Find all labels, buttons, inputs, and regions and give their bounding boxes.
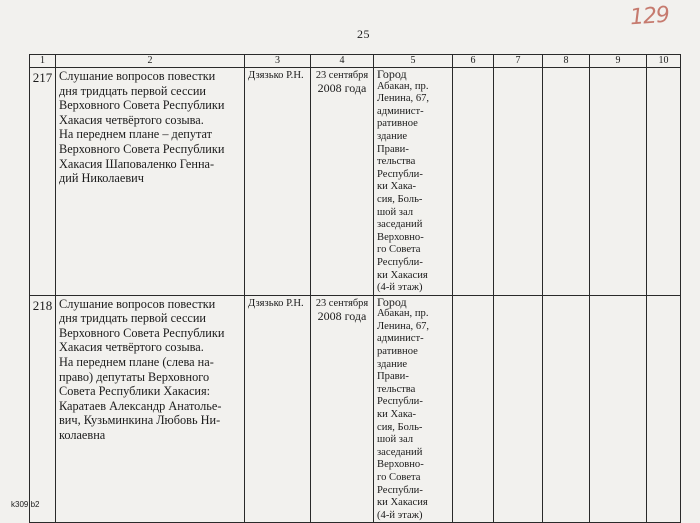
column-header: 8 bbox=[543, 55, 590, 68]
place-line: здание bbox=[377, 130, 408, 142]
record-author: Дзязько Р.Н. bbox=[245, 295, 311, 523]
column-header: 3 bbox=[245, 55, 311, 68]
place-line: Республи- bbox=[377, 168, 423, 180]
empty-cell bbox=[543, 68, 590, 296]
date-line: 23 сентября bbox=[315, 70, 369, 81]
place-line: админист- bbox=[377, 333, 424, 345]
description-line: Каратаев Александр Анатолье- bbox=[59, 398, 222, 413]
archive-number: 129 bbox=[629, 2, 670, 31]
place-line: Республи- bbox=[377, 396, 423, 408]
empty-cell bbox=[647, 68, 681, 296]
empty-cell bbox=[453, 295, 494, 523]
place-line: ки Хака- bbox=[377, 181, 417, 193]
date-line: 2008 года bbox=[317, 81, 367, 95]
place-line: здание bbox=[377, 358, 408, 370]
empty-cell bbox=[590, 68, 647, 296]
empty-cell bbox=[494, 68, 543, 296]
place-line: ки Хака- bbox=[377, 409, 417, 421]
column-header: 5 bbox=[374, 55, 453, 68]
description-line: Совета Республики Хакасия: bbox=[59, 384, 211, 399]
empty-cell bbox=[590, 295, 647, 523]
place-line: ративное bbox=[377, 118, 418, 130]
place-line: го Совета bbox=[377, 244, 421, 256]
record-number: 218 bbox=[30, 295, 56, 523]
footer-code: k309 b2 bbox=[11, 500, 40, 509]
place-line: ки Хакасия bbox=[377, 497, 428, 509]
place-line: тельства bbox=[377, 156, 416, 168]
description-line: Верховного Совета Республики bbox=[59, 141, 225, 156]
place-line: (4-й этаж) bbox=[377, 282, 423, 294]
page-number: 25 bbox=[357, 27, 370, 41]
empty-cell bbox=[494, 295, 543, 523]
date-line: 2008 года bbox=[317, 308, 367, 323]
place-line: Ленина, 67, bbox=[377, 320, 430, 332]
empty-cell bbox=[647, 295, 681, 523]
place-line: Верховно- bbox=[377, 459, 424, 471]
column-header: 4 bbox=[311, 55, 374, 68]
place-line: Верховно- bbox=[377, 231, 424, 243]
record-place bbox=[374, 68, 453, 296]
place-line: Абакан, пр. bbox=[377, 308, 429, 320]
place-line: заседаний bbox=[377, 219, 423, 231]
column-header: 1 bbox=[30, 55, 56, 68]
place-line: ки Хакасия bbox=[377, 269, 428, 281]
place-line: Прави- bbox=[377, 143, 409, 155]
description-line: право) депутаты Верховного bbox=[59, 369, 210, 384]
place-line: Город bbox=[377, 67, 407, 81]
record-date bbox=[311, 68, 374, 296]
register-table bbox=[29, 54, 681, 523]
place-line: тельства bbox=[377, 383, 416, 395]
empty-cell bbox=[543, 295, 590, 523]
description-line: На переднем плане – депутат bbox=[59, 127, 213, 142]
description-line: колаевна bbox=[59, 428, 106, 443]
empty-cell bbox=[453, 68, 494, 296]
place-line: админист- bbox=[377, 105, 424, 117]
place-line: Ленина, 67, bbox=[377, 93, 430, 105]
description-line: Слушание вопросов повестки bbox=[59, 296, 216, 311]
place-line: Прави- bbox=[377, 371, 409, 383]
description-line: Верховного Совета Республики bbox=[59, 98, 225, 113]
place-line: Абакан, пр. bbox=[377, 80, 429, 92]
place-line: заседаний bbox=[377, 446, 423, 458]
header-row bbox=[30, 55, 681, 68]
record-description bbox=[56, 295, 245, 523]
column-header: 9 bbox=[590, 55, 647, 68]
description-line: дня тридцать первой сессии bbox=[59, 83, 207, 98]
column-header: 7 bbox=[494, 55, 543, 68]
column-header: 6 bbox=[453, 55, 494, 68]
record-place bbox=[374, 295, 453, 523]
place-line: шой зал bbox=[377, 206, 414, 218]
place-line: сия, Боль- bbox=[377, 193, 423, 205]
description-line: дий Николаевич bbox=[59, 171, 144, 186]
place-line: шой зал bbox=[377, 434, 414, 446]
place-line: (4-й этаж) bbox=[377, 509, 423, 521]
column-header: 2 bbox=[56, 55, 245, 68]
column-header: 10 bbox=[647, 55, 681, 68]
table-row bbox=[30, 68, 681, 296]
description-line: Хакасия четвёртого созыва. bbox=[59, 112, 204, 127]
description-line: дня тридцать первой сессии bbox=[59, 311, 207, 326]
place-line: Республи- bbox=[377, 256, 423, 268]
description-line: вич, Кузьминкина Любовь Ни- bbox=[59, 413, 221, 428]
description-line: Хакасия Шаповаленко Генна- bbox=[59, 156, 215, 171]
record-description bbox=[56, 68, 245, 296]
place-line: сия, Боль- bbox=[377, 421, 423, 433]
description-line: Хакасия четвёртого созыва. bbox=[59, 340, 204, 355]
date-line: 23 сентября bbox=[315, 297, 369, 309]
description-line: Верховного Совета Республики bbox=[59, 325, 225, 340]
record-date bbox=[311, 295, 374, 523]
place-line: го Совета bbox=[377, 472, 421, 483]
description-line: На переднем плане (слева на- bbox=[59, 355, 214, 370]
record-author: Дзязько Р.Н. bbox=[245, 68, 311, 296]
place-line: Республи- bbox=[377, 484, 423, 496]
place-line: Город bbox=[377, 294, 407, 309]
table-row bbox=[30, 295, 681, 523]
description-line: Слушание вопросов повестки bbox=[59, 69, 216, 83]
place-line: ративное bbox=[377, 346, 418, 358]
record-number: 217 bbox=[30, 68, 56, 296]
